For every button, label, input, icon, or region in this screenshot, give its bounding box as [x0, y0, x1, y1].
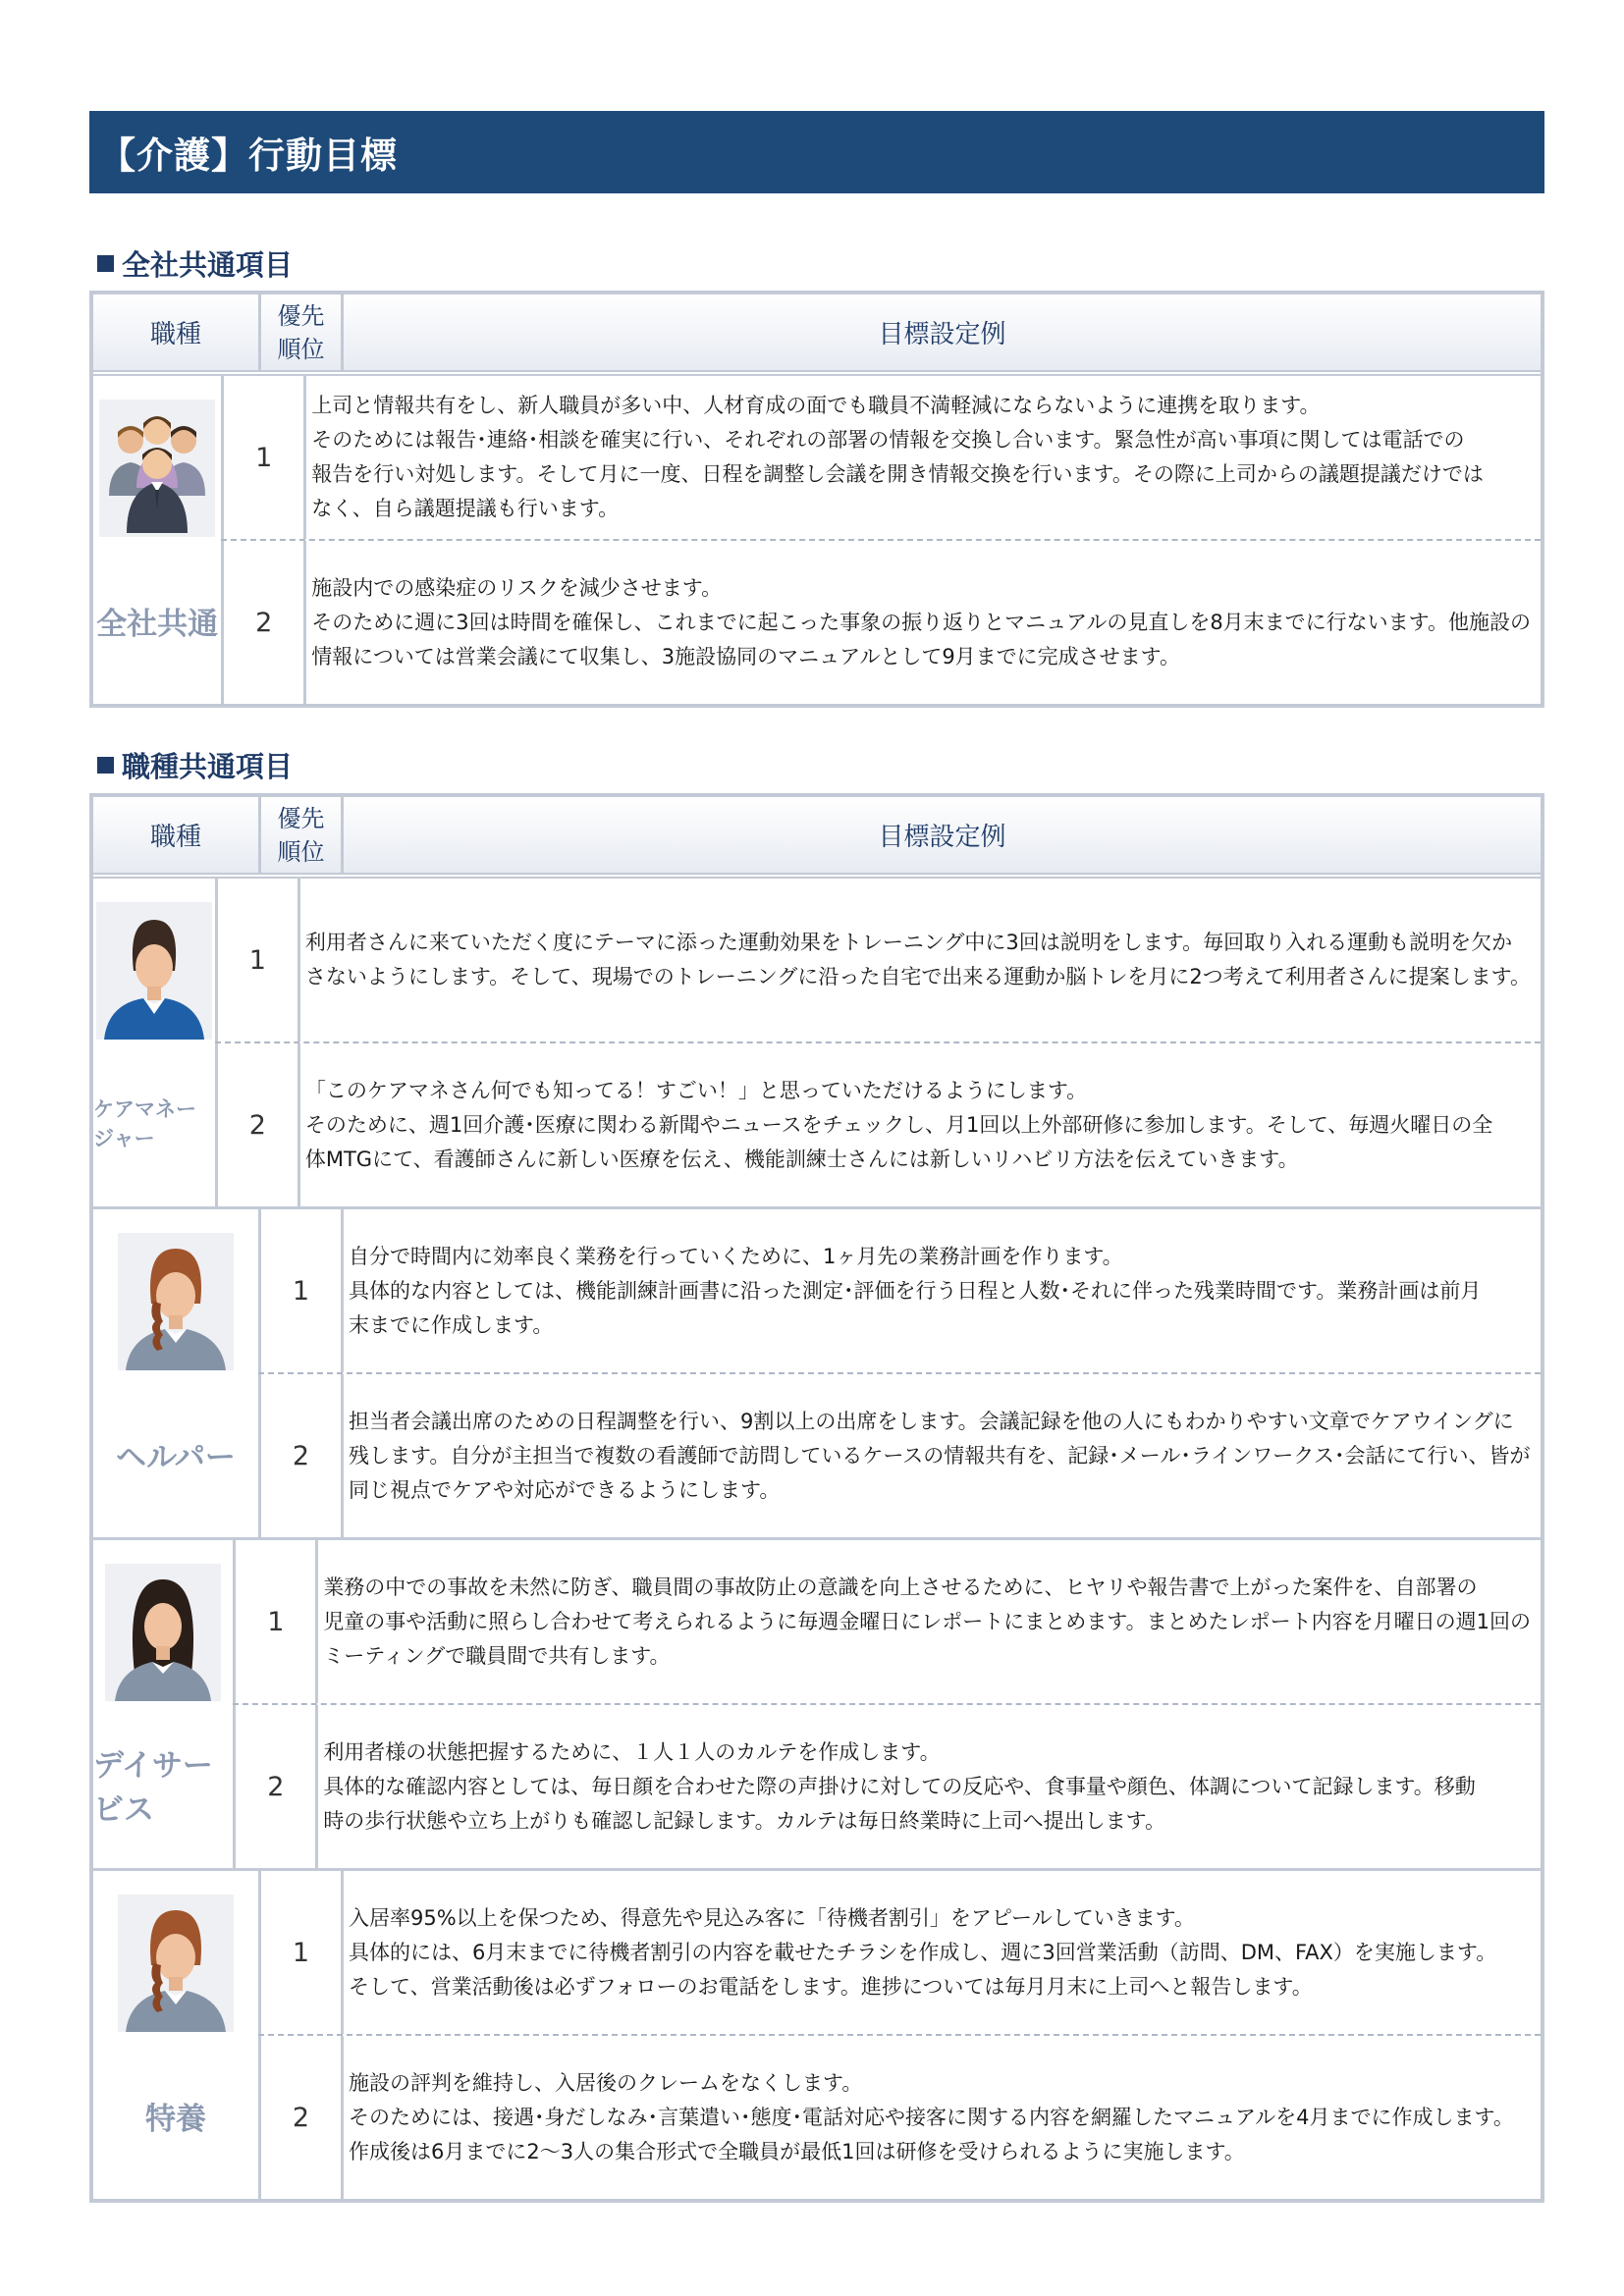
- role-cell: [93, 1209, 258, 1537]
- role-name: 特養: [145, 2101, 206, 2137]
- role-group: [93, 1868, 1541, 2199]
- header-role: [93, 294, 258, 370]
- goal-text-line: そして、営業活動後は必ずフォローのお電話をします。進捗については毎月月末に上司へと報告します。: [349, 1974, 1313, 1999]
- goal-text-line: 入居率95%以上を保つため、得意先や見込み客に「待機者割引」をアピールしていきます。: [349, 1905, 1195, 1930]
- header-role-label: 職種: [149, 320, 201, 349]
- goal-text: [341, 1209, 1541, 1372]
- goal-text: [315, 1540, 1541, 1703]
- business-team-icon: [99, 400, 215, 537]
- goal-text-line: 担当者会議出席のための日程調整を行い、9割以上の出席をします。会議記録を他の人にもわかりやすい文章でケアウイングに: [349, 1409, 1514, 1433]
- goal-text-line: 利用者さんに来ていただく度にテーマに添った運動効果をトレーニング中に3回は説明をします。毎回取り入れる運動も説明を欠か: [304, 931, 1513, 954]
- goal-text-line: なく、自ら議題提議も行います。: [311, 497, 620, 520]
- table-header: [93, 294, 1541, 376]
- goal-text-line: 体MTGにて、看護師さんに新しい医療を伝え、機能訓練士さんには新しいリハビリ方法を伝えていきます。: [304, 1147, 1299, 1171]
- goal-text-line: 具体的には、6月末までに待機者割引の内容を載せたチラシを作成し、週に3回営業活動（訪問、DM、FAX）を実施します。: [349, 1940, 1497, 1964]
- header-priority-line2: 順位: [277, 837, 325, 866]
- header-priority: [258, 294, 341, 370]
- goal-text-line: 時の歩行状態や立ち上がりも確認し記録します。カルテは毎日終業時に上司へ提出します。: [323, 1808, 1165, 1833]
- goal-text: [341, 1374, 1541, 1537]
- section-heading-jobtype: [97, 745, 293, 785]
- goal-row: [258, 1871, 1541, 2034]
- priority-number: 2: [258, 2036, 341, 2199]
- goal-row: [221, 376, 1541, 539]
- goal-row: [215, 1041, 1541, 1206]
- header-goal: [341, 797, 1541, 873]
- woman-long-hair-icon: [105, 1564, 221, 1701]
- square-bullet-icon: [97, 757, 114, 774]
- goal-text-line: そのためには、接遇･身だしなみ･言葉遣い･態度･電話対応や接客に関する内容を網羅したマニュアルを4月までに作成します。: [349, 2105, 1514, 2129]
- role-cell: [93, 879, 215, 1206]
- role-group: [93, 879, 1541, 1206]
- header-role-label: 職種: [149, 823, 201, 852]
- header-role: [93, 797, 258, 873]
- priority-number: 1: [258, 1209, 341, 1372]
- priority-number: 2: [233, 1705, 315, 1868]
- role-cell: [93, 1871, 258, 2199]
- goal-row: [233, 1540, 1541, 1703]
- goal-text-line: 利用者様の状態把握するために、１人１人のカルテを作成します。: [323, 1739, 941, 1764]
- goal-text-line: 施設の評判を維持し、入居後のクレームをなくします。: [349, 2070, 863, 2095]
- section-label: 全社共通項目: [122, 248, 294, 282]
- woman-blue-uniform-icon: [96, 902, 212, 1040]
- header-priority-line1: 優先: [277, 301, 325, 330]
- goal-row: [215, 879, 1541, 1041]
- priority-number: 1: [258, 1871, 341, 2034]
- role-cell: [93, 376, 221, 704]
- woman-braid-icon: [118, 1895, 234, 2032]
- goal-text: [298, 1043, 1541, 1206]
- table-header: [93, 797, 1541, 879]
- role-name: 全社共通: [96, 606, 219, 642]
- header-priority-line2: 順位: [277, 335, 325, 363]
- header-goal-label: 目標設定例: [878, 823, 1006, 852]
- role-cell: [93, 1540, 233, 1868]
- priority-number: 1: [221, 376, 303, 539]
- goal-text-line: 情報については営業会議にて収集し、3施設協同のマニュアルとして9月までに完成させます。: [311, 644, 1180, 668]
- goal-text-line: 自分で時間内に効率良く業務を行っていくために、1ヶ月先の業務計画を作ります。: [349, 1244, 1123, 1268]
- goal-text-line: 具体的な確認内容としては、毎日顔を合わせた際の声掛けに対しての反応や、食事量や顔色、体調について記録します。移動: [323, 1774, 1476, 1798]
- role-group: [93, 1206, 1541, 1537]
- priority-number: 1: [233, 1540, 315, 1703]
- section-label: 職種共通項目: [122, 750, 294, 783]
- goal-row: [233, 1703, 1541, 1868]
- header-priority-line1: 優先: [277, 804, 325, 832]
- goal-text-line: 施設内での感染症のリスクを減少させます。: [311, 575, 723, 600]
- goal-row: [258, 1209, 1541, 1372]
- header-goal-label: 目標設定例: [878, 320, 1006, 349]
- priority-number: 2: [221, 541, 303, 704]
- header-priority: [258, 797, 341, 873]
- header-goal: [341, 294, 1541, 370]
- goal-text: [303, 376, 1541, 539]
- goal-text-line: そのためには報告･連絡･相談を確実に行い、それぞれの部署の情報を交換し合います。緊急性が高い事項に関しては電話での: [311, 428, 1465, 452]
- goal-row: [221, 539, 1541, 704]
- goal-row: [258, 1372, 1541, 1537]
- goal-text: [341, 1871, 1541, 2034]
- section-heading-company: [97, 243, 293, 284]
- goal-text-line: そのために週に3回は時間を確保し、これまでに起こった事象の振り返りとマニュアルの見直しを8月末までに行ないます。他施設の: [311, 610, 1531, 634]
- role-name: デイサービス: [93, 1748, 213, 1828]
- goal-text-line: そのために、週1回介護･医療に関わる新聞やニュースをチェックし、月1回以上外部研修に参加します。そして、毎週火曜日の全: [304, 1112, 1493, 1137]
- priority-number: 2: [258, 1374, 341, 1537]
- role-group: [93, 376, 1541, 704]
- goal-row: [258, 2034, 1541, 2199]
- role-name: ケアマネージャー: [93, 1097, 196, 1150]
- woman-braid-icon: [118, 1233, 234, 1370]
- goal-text: [341, 2036, 1541, 2199]
- goal-text-line: 「このケアマネさん何でも知ってる！すごい！」と思っていただけるようにします。: [304, 1078, 1088, 1102]
- goal-text: [298, 879, 1541, 1041]
- goal-text-line: 上司と情報共有をし、新人職員が多い中、人材育成の面でも職員不満軽減にならないように連携を取ります。: [311, 394, 1321, 417]
- priority-number: 1: [215, 879, 298, 1041]
- goal-text-line: 具体的な内容としては、機能訓練計画書に沿った測定･評価を行う日程と人数･それに伴った残業時間です。業務計画は前月: [349, 1278, 1482, 1303]
- goal-text-line: 作成後は6月までに2～3人の集合形式で全職員が最低1回は研修を受けられるように実施します。: [349, 2139, 1245, 2163]
- goal-text-line: 業務の中での事故を未然に防ぎ、職員間の事故防止の意識を向上させるために、ヒヤリや報告書で上がった案件を、自部署の: [323, 1575, 1478, 1599]
- goal-text-line: 残します。自分が主担当で複数の看護師で訪問しているケースの情報共有を、記録･メール･ラインワークス･会話にて行い、皆が: [349, 1443, 1531, 1468]
- page-title-bar: [89, 111, 1544, 193]
- jobtype-goals-table: [89, 793, 1544, 2203]
- goal-text-line: 末までに作成します。: [349, 1312, 554, 1337]
- goal-text: [303, 541, 1541, 704]
- priority-number: 2: [215, 1043, 298, 1206]
- role-name: ヘルパー: [116, 1439, 236, 1475]
- goal-text-line: 児童の事や活動に照らし合わせて考えられるように毎週金曜日にレポートにまとめます。まとめたレポート内容を月曜日の週1回の: [323, 1609, 1531, 1633]
- square-bullet-icon: [97, 255, 114, 272]
- company-goals-table: [89, 291, 1544, 708]
- goal-text-line: 同じ視点でケアや対応ができるようにします。: [349, 1477, 781, 1502]
- page-title: 【介護】行動目標: [99, 134, 398, 177]
- goal-text-line: ミーティングで職員間で共有します。: [323, 1643, 671, 1668]
- goal-text-line: さないようにします。そして、現場でのトレーニングに沿った自宅で出来る運動か脳トレを月に2つ考えて利用者さんに提案します。: [304, 965, 1531, 988]
- goal-text: [315, 1705, 1541, 1868]
- role-group: [93, 1537, 1541, 1868]
- goal-text-line: 報告を行い対処します。そして月に一度、日程を調整し会議を開き情報交換を行います。その際に上司からの議題提議だけでは: [311, 462, 1484, 486]
